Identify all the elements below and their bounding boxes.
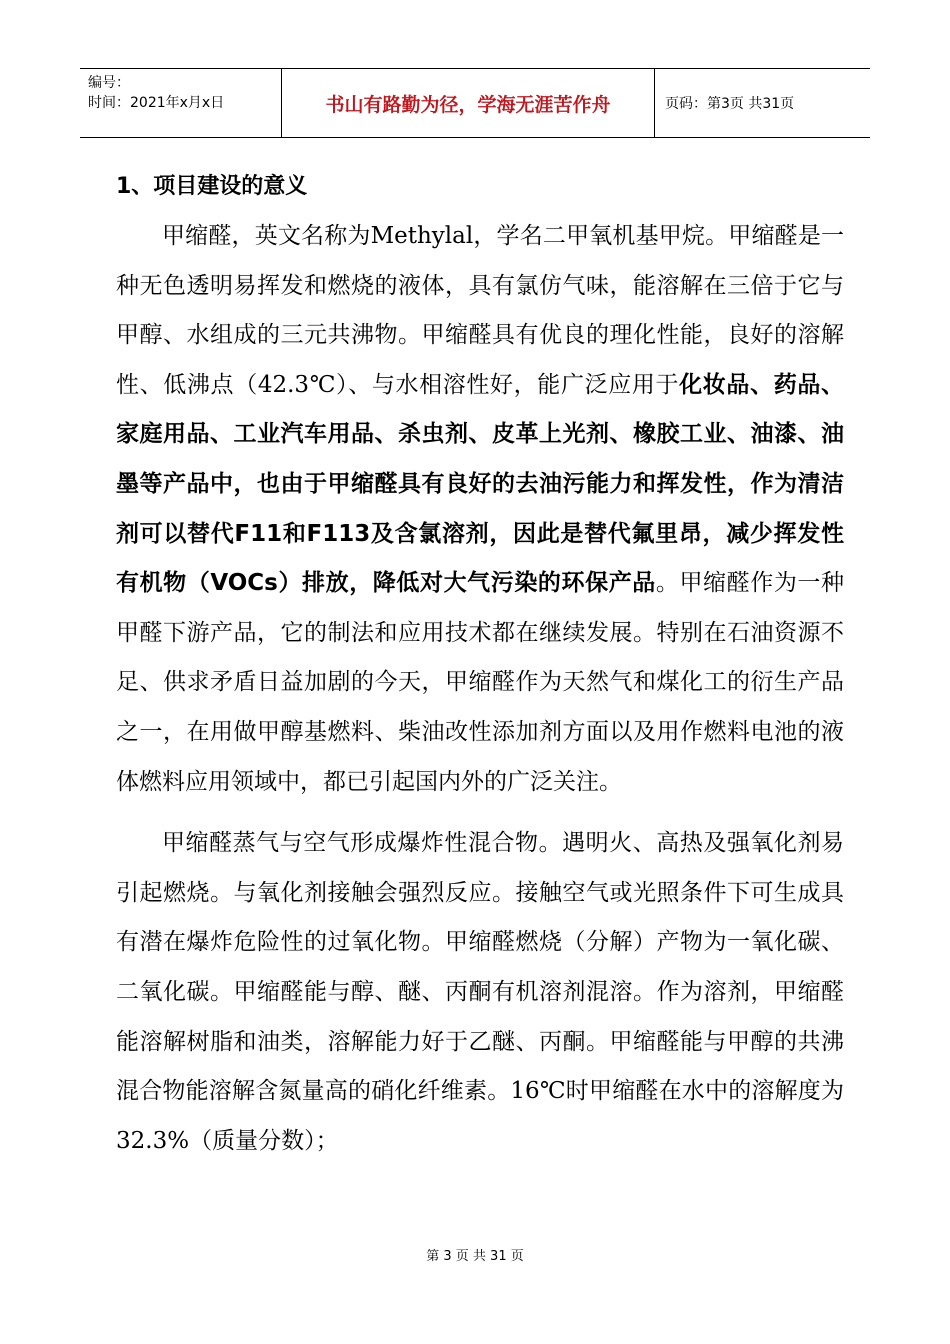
- document-body: [116, 162, 844, 1166]
- document-date-label: 时间：2021年x月x日: [88, 95, 225, 111]
- header-motto: 书山有路勤为径，学海无涯苦作舟: [325, 93, 611, 116]
- document-header: [80, 68, 870, 138]
- header-page-cell: [655, 69, 870, 137]
- header-page-code: 页码：第3页 共31页: [665, 96, 795, 112]
- paragraph-text: 甲缩醛，英文名称为Methylal，学名二甲氧机基甲烷。甲缩醛是一种无色透明易挥发和燃烧的液体，具有氯仿气味，能溶解在三倍于它与甲醇、水组成的三元共沸物。甲缩醛具有优良的理化性能，良好的溶解性、低沸点（42.3℃）、与水相溶性好，能广泛应用于: [116, 223, 844, 398]
- paragraph-text: 。甲缩醛作为一种甲醛下游产品，它的制法和应用技术都在继续发展。特别在石油资源不足、供求矛盾日益加剧的今天，甲缩醛作为天然气和煤化工的衍生产品之一，在用做甲醇基燃料、柴油改性添加剂方面以及用作燃料电池的液体燃料应用领域中，都已引起国内外的广泛关注。: [116, 570, 844, 795]
- paragraph-methylal-overview: [116, 212, 844, 807]
- page-footer: 第 3 页 共 31 页: [426, 1249, 524, 1264]
- header-motto-cell: [282, 69, 655, 137]
- header-info-cell: [80, 69, 282, 137]
- document-number-label: 编号：: [88, 75, 130, 91]
- section-heading: 1、项目建设的意义: [116, 174, 308, 199]
- paragraph-methylal-safety: 甲缩醛蒸气与空气形成爆炸性混合物。遇明火、高热及强氧化剂易引起燃烧。与氧化剂接触会强烈反应。接触空气或光照条件下可生成具有潜在爆炸危险性的过氧化物。甲缩醛燃烧（分解）产物为一氧化碳、二氧化碳。甲缩醛能与醇、醚、丙酮有机溶剂混溶。作为溶剂，甲缩醛能溶解树脂和油类，溶解能力好于乙醚、丙酮。甲缩醛能与甲醇的共沸混合物能溶解含氮量高的硝化纤维素。16℃时甲缩醛在水中的溶解度为32.3%（质量分数）；: [116, 830, 844, 1154]
- paragraph-bold-text: 化妆品、药品、家庭用品、工业汽车用品、杀虫剂、皮革上光剂、橡胶工业、油漆、油墨等产品中，也由于甲缩醛具有良好的去油污能力和挥发性，作为清洁剂可以替代F11和F113及含氯溶剂，因此是替代氟里昂，减少挥发性有机物（VOCs）排放，降低对大气污染的环保产品: [116, 371, 844, 597]
